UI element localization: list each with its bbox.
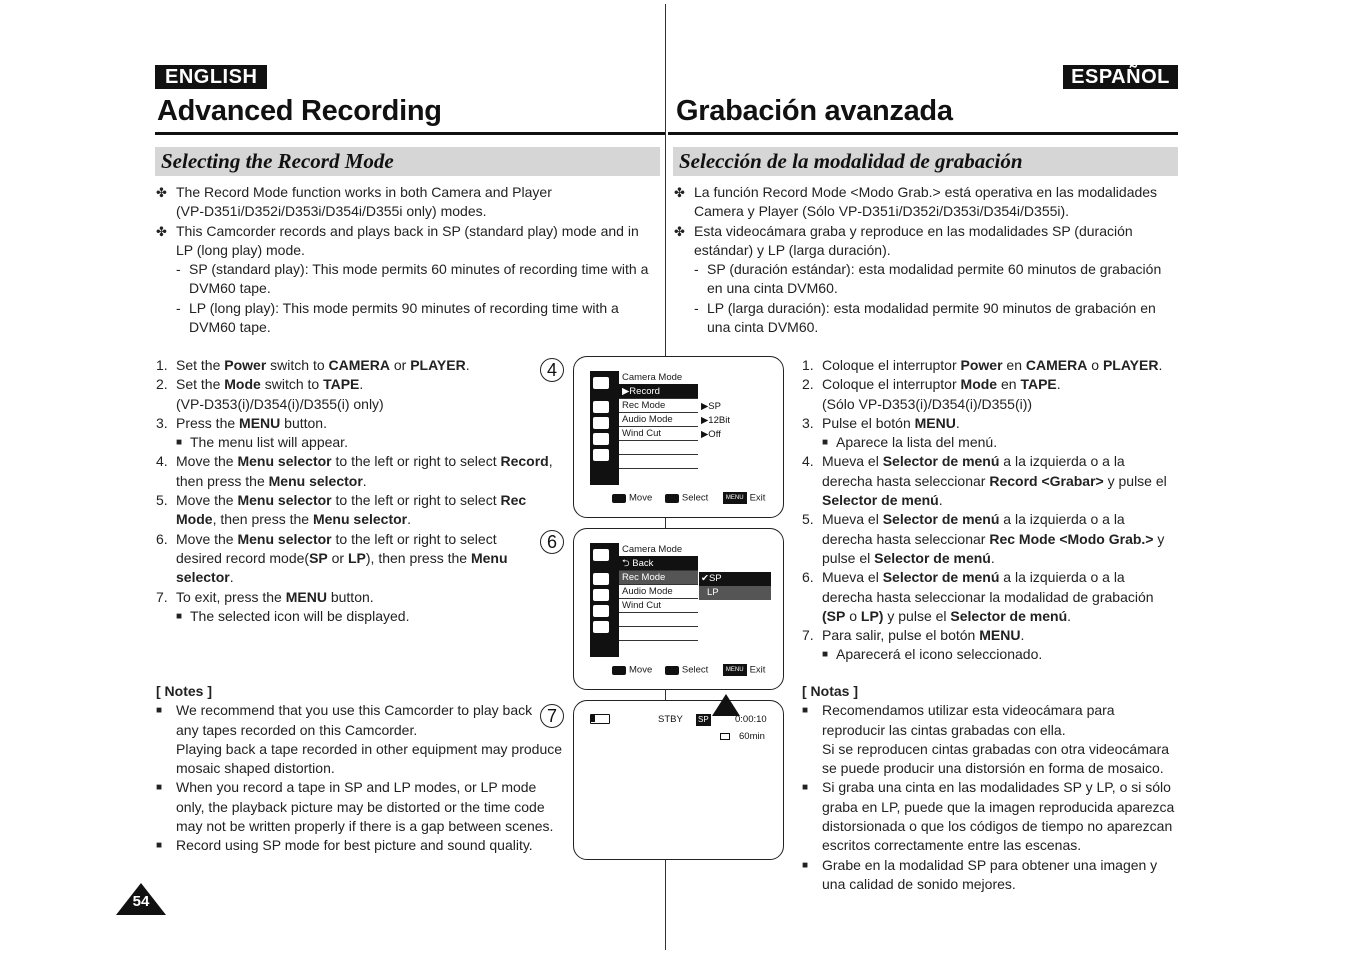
menu-item-wind-cut: Wind Cut xyxy=(619,427,698,441)
step-item: 3. Press the MENU button. ■ The menu list will appear. xyxy=(156,414,566,453)
title-rule-en xyxy=(155,132,665,135)
page-number: 54 xyxy=(132,893,150,910)
intro-bullet: ✤ Esta videocámara graba y reproduce en las modalidades SP (duración xyxy=(674,222,1174,241)
time-counter: 0:00:10 xyxy=(735,714,767,725)
intro-dash-item: - SP (duración estándar): esta modalidad permite 60 minutos de grabación xyxy=(694,261,1162,278)
intro-dash-item: - LP (larga duración): esta modalidad permite 90 minutos de grabación en xyxy=(694,299,1156,316)
select-icon xyxy=(665,494,679,503)
menu-item-record: ▶Record xyxy=(619,385,698,399)
step-item: 5. Move the Menu selector to the left or right to select Rec Mode, then press the Menu selector. xyxy=(156,492,527,528)
menu-box xyxy=(590,371,698,485)
pointer-arrow-icon xyxy=(712,694,740,716)
notes-en xyxy=(156,682,571,856)
menu-list xyxy=(619,543,698,657)
cross-bullet-icon: ✤ xyxy=(156,185,167,200)
step-item: 4. Mueva el Selector de menú a la izquierda o a la derecha hasta seleccionar Record <Grabar> y pulse el Selector de menú. xyxy=(802,453,1167,509)
menu-list xyxy=(619,371,698,485)
section-heading-en: Selecting the Record Mode xyxy=(155,147,660,176)
notes-heading: [ Notas ] xyxy=(802,683,858,699)
intro-bullet: ✤ The Record Mode function works in both Camera and Player xyxy=(156,183,661,202)
intro-bullet-cont: (VP-D351i/D352i/D353i/D354i/D355i only) modes. xyxy=(176,203,487,220)
record-icon xyxy=(593,573,609,585)
sp-indicator: SP xyxy=(698,715,709,724)
stby-indicator: STBY xyxy=(658,714,683,725)
menu-item-rec-mode: Rec Mode xyxy=(619,399,698,413)
steps-en xyxy=(156,356,566,626)
intro-en xyxy=(156,183,661,337)
lang-badge-en: ENGLISH xyxy=(155,65,267,89)
step-item: 6. Mueva el Selector de menú a la izquierda o a la derecha hasta seleccionar la modalidad de grabación (SP o LP) y pulse el Selector de menú. xyxy=(802,569,1154,624)
section-heading-es: Selección de la modalidad de grabación xyxy=(673,147,1178,176)
note-item: ■ We recommend that you use this Camcorder to play back any tapes recorded on this Camcorder. Playing back a tape recorded in other equipment may produce mosaic shaped distortion. xyxy=(156,702,563,777)
menu-item-wind-cut: Wind Cut xyxy=(619,599,698,613)
intro-dash-item: - SP (standard play): This mode permits 60 minutes of recording time with a xyxy=(176,261,649,278)
people-icon xyxy=(593,417,609,429)
option-sp: ✔SP xyxy=(699,572,771,586)
note-item: ■ When you record a tape in SP and LP modes, or LP mode only, the playback picture may be distorted or the time code may not be written properly if there is a gap between scenes. xyxy=(156,779,554,835)
menu-item-empty xyxy=(619,613,698,627)
note-item: ■ Record using SP mode for best picture and sound quality. xyxy=(156,837,533,854)
tv-icon xyxy=(593,433,609,445)
step-badge-4: 4 xyxy=(540,358,564,382)
screen-panel-step6 xyxy=(573,528,784,690)
step-item: 2. Set the Mode switch to TAPE. (VP-D353(i)/D354(i)/D355(i) only) xyxy=(156,376,384,412)
menu-button-icon: MENU xyxy=(723,664,747,676)
step-item: 3. Pulse el botón MENU. ■ Aparece la lista del menú. xyxy=(802,414,1177,453)
value-off: ▶Off xyxy=(701,429,721,440)
cross-bullet-icon: ✤ xyxy=(674,223,685,239)
menu-item-audio-mode: Audio Mode xyxy=(619,413,698,427)
step-item: 2. Coloque el interruptor Mode en TAPE. (Sólo VP-D353(i)/D354(i)/D355(i)) xyxy=(802,376,1061,412)
step-badge-6: 6 xyxy=(540,530,564,554)
note-item: ■ Grabe en la modalidad SP para obtener una imagen y una calidad de sonido mejores. xyxy=(802,856,1158,892)
settings-icon xyxy=(593,621,609,633)
step-item: 1. Coloque el interruptor Power en CAMERA o PLAYER. xyxy=(802,357,1163,373)
intro-bullet-cont: estándar) y LP (larga duración). xyxy=(694,241,891,258)
remaining-time: 60min xyxy=(739,731,765,742)
title-rule-es xyxy=(668,132,1178,135)
menu-item-empty xyxy=(619,627,698,641)
settings-icon xyxy=(593,449,609,461)
move-icon xyxy=(612,494,626,503)
notes-es xyxy=(802,682,1180,894)
step-item: 5. Mueva el Selector de menú a la izquierda o a la derecha hasta seleccionar Rec Mode <Modo Grab.> y pulse el Selector de menú. xyxy=(802,511,1165,566)
menu-button-icon: MENU xyxy=(723,492,747,504)
camera-icon xyxy=(593,549,609,561)
camera-icon xyxy=(593,377,609,389)
menu-footer: Move Select MENU Exit xyxy=(612,492,772,505)
menu-item-empty xyxy=(619,441,698,455)
step-item: 1. Set the Power switch to CAMERA or PLAYER. xyxy=(156,357,470,373)
page-number-badge xyxy=(116,883,166,915)
step-item: 7. To exit, press the MENU button. ■ The selected icon will be displayed. xyxy=(156,588,566,627)
select-icon xyxy=(665,666,679,675)
step-item: 6. Move the Menu selector to the left or right to select desired record mode(SP or LP), then press the Menu selector. xyxy=(156,530,508,586)
page-title-es: Grabación avanzada xyxy=(676,95,953,127)
intro-bullet-cont: LP (long play) mode. xyxy=(176,241,305,258)
step-sub-note: ■ Aparecerá el icono seleccionado. xyxy=(822,646,1043,663)
notes-heading: [ Notes ] xyxy=(156,683,212,699)
step-sub-note: ■ Aparece la lista del menú. xyxy=(822,434,998,451)
cross-bullet-icon: ✤ xyxy=(674,185,685,200)
note-item: ■ Si graba una cinta en las modalidades SP y LP, o si sólo graba en LP, puede que la imagen reproducida aparezca distorsionada o que los códigos de tiempo no aparezcan escritos correctamente entre las escenas. xyxy=(802,779,1175,854)
step-item: 4. Move the Menu selector to the left or right to select Record, then press the Menu selector. xyxy=(156,453,553,489)
steps-es xyxy=(802,356,1177,665)
menu-item-back: ⮌ Back xyxy=(619,557,698,571)
menu-header: Camera Mode xyxy=(619,371,698,385)
intro-bullet: ✤ La función Record Mode <Modo Grab.> está operativa en las modalidades xyxy=(674,183,1174,202)
menu-item-rec-mode: Rec Mode xyxy=(619,571,698,585)
menu-item-empty xyxy=(619,455,698,469)
menu-item-empty xyxy=(619,641,698,655)
page-title-en: Advanced Recording xyxy=(157,95,442,127)
value-sp: ▶SP xyxy=(701,401,721,412)
value-12bit: ▶12Bit xyxy=(701,415,730,426)
intro-dash-cont: DVM60 tape. xyxy=(189,319,271,336)
menu-header: Camera Mode xyxy=(619,543,698,557)
note-item: ■ Recomendamos utilizar esta videocámara para reproducir las cintas grabadas con ella. Si se reproducen cintas grabadas con otra videocámara se puede producir una distorsión en forma de mosaico. xyxy=(802,702,1170,777)
lang-badge-es: ESPAÑOL xyxy=(1063,65,1178,89)
intro-bullet: ✤ This Camcorder records and plays back in SP (standard play) mode and in xyxy=(156,222,661,241)
step-badge-7: 7 xyxy=(540,704,564,728)
move-icon xyxy=(612,666,626,675)
step-sub-note: ■ The menu list will appear. xyxy=(176,434,348,451)
screen-panel-step4 xyxy=(573,356,784,518)
intro-dash-cont: en una cinta DVM60. xyxy=(707,280,838,297)
menu-icon-column xyxy=(590,371,612,485)
intro-dash-cont: DVM60 tape. xyxy=(189,280,271,297)
menu-footer: Move Select MENU Exit xyxy=(612,664,772,677)
menu-item-audio-mode: Audio Mode xyxy=(619,585,698,599)
menu-item-empty xyxy=(619,469,698,483)
intro-es xyxy=(674,183,1174,337)
people-icon xyxy=(593,589,609,601)
intro-dash-cont: una cinta DVM60. xyxy=(707,319,819,336)
intro-dash-item: - LP (long play): This mode permits 90 minutes of recording time with a xyxy=(176,299,619,316)
cross-bullet-icon: ✤ xyxy=(156,223,167,239)
battery-icon xyxy=(590,714,610,724)
menu-box xyxy=(590,543,698,657)
step-item: 7. Para salir, pulse el botón MENU. ■ Aparecerá el icono seleccionado. xyxy=(802,626,1177,665)
screen-panel-step7 xyxy=(573,700,784,860)
intro-bullet-cont: Camera y Player (Sólo VP-D351i/D352i/D353i/D354i/D355i). xyxy=(694,203,1070,220)
step-sub-note: ■ The selected icon will be displayed. xyxy=(176,607,410,624)
tv-icon xyxy=(593,605,609,617)
menu-icon-column xyxy=(590,543,612,657)
record-icon xyxy=(593,401,609,413)
tape-icon xyxy=(720,733,730,740)
option-lp: LP xyxy=(699,586,771,600)
